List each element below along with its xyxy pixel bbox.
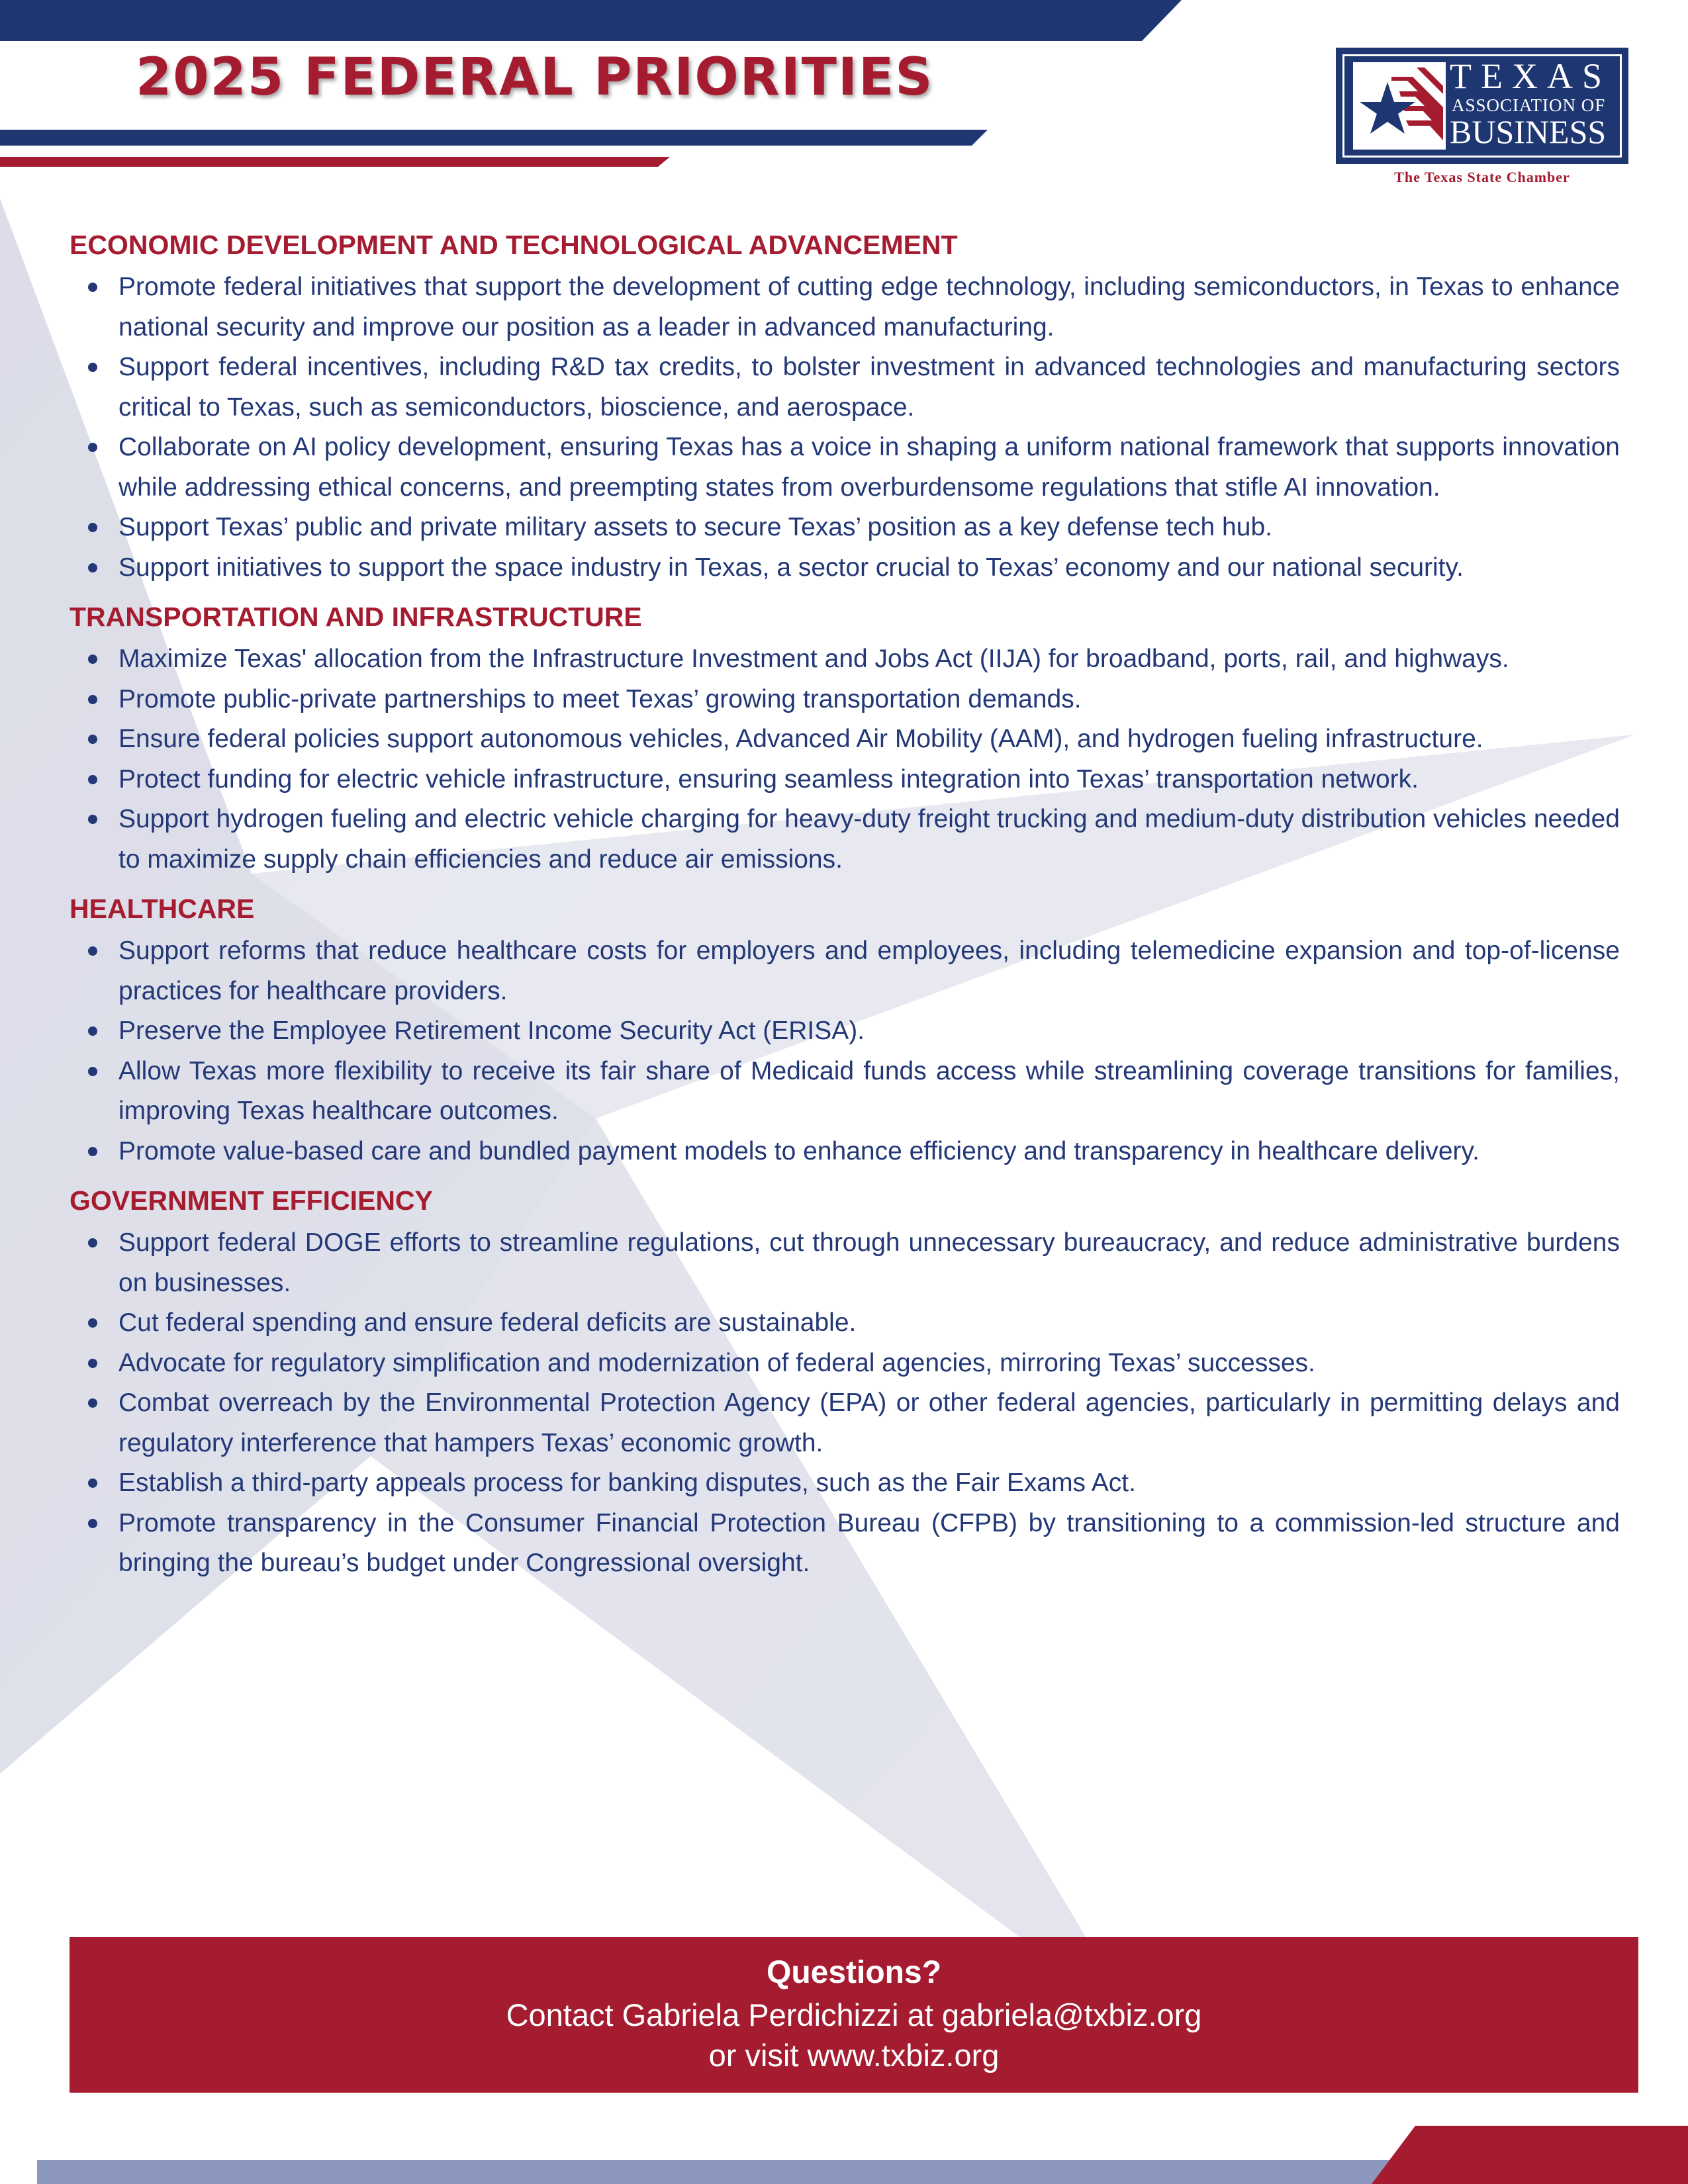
list-item: Establish a third-party appeals process for banking disputes, such as the Fair Exams Act. <box>70 1463 1620 1504</box>
page-title: 2025 FEDERAL PRIORITIES <box>136 48 934 107</box>
section-transportation <box>70 597 1620 880</box>
list-item: Protect funding for electric vehicle infrastructure, ensuring seamless integration into Texas’ transportation network. <box>70 760 1620 800</box>
star-flag-icon <box>1353 62 1446 150</box>
list-item: Support Texas’ public and private military assets to secure Texas’ position as a key defense tech hub. <box>70 508 1620 548</box>
bullet-icon <box>88 523 97 532</box>
logo-text-association: ASSOCIATION OF <box>1452 95 1606 115</box>
section-healthcare <box>70 889 1620 1171</box>
list-item: Promote transparency in the Consumer Financial Protection Bureau (CFPB) by transitioning to a commission-led structure and bringing the bureau’s budget under Congressional oversight. <box>70 1504 1620 1584</box>
priorities-content <box>70 225 1620 1593</box>
bullet-icon <box>88 815 97 824</box>
list-item: Maximize Texas' allocation from the Infrastructure Investment and Jobs Act (IIJA) for broadband, ports, rail, and highways. <box>70 639 1620 680</box>
list-item: Promote federal initiatives that support the development of cutting edge technology, including semiconductors, in Texas to enhance national security and improve our position as a leader in advanced manufacturing. <box>70 267 1620 347</box>
stripe-navy <box>0 130 988 146</box>
bullet-icon <box>88 1359 97 1368</box>
bullet-icon <box>88 655 97 664</box>
footer-question: Questions? <box>766 1955 942 1990</box>
section-government-efficiency <box>70 1181 1620 1584</box>
bullet-icon <box>88 1147 97 1156</box>
bullet-icon <box>88 443 97 452</box>
bullet-icon <box>88 1318 97 1328</box>
bullet-icon <box>88 775 97 784</box>
section-heading: ECONOMIC DEVELOPMENT AND TECHNOLOGICAL ADVANCEMENT <box>70 230 958 260</box>
bullet-list <box>70 267 1620 588</box>
footer-contact: Contact Gabriela Perdichizzi at gabriela@txbiz.org <box>506 1997 1202 2032</box>
list-item: Promote value-based care and bundled payment models to enhance efficiency and transparency in healthcare delivery. <box>70 1132 1620 1172</box>
section-heading: GOVERNMENT EFFICIENCY <box>70 1185 433 1216</box>
footer-website: or visit www.txbiz.org <box>708 2038 1000 2073</box>
list-item: Combat overreach by the Environmental Protection Agency (EPA) or other federal agencies, particularly in permitting delays and regulatory interference that hampers Texas’ economic growth. <box>70 1383 1620 1463</box>
bullet-icon <box>88 1519 97 1528</box>
logo-text-business: BUSINESS <box>1450 113 1607 150</box>
section-heading: HEALTHCARE <box>70 893 255 924</box>
list-item: Collaborate on AI policy development, ensuring Texas has a voice in shaping a uniform national framework that supports innovation while addressing ethical concerns, and preempting states from overburdensome regulations that stifle AI innovation. <box>70 428 1620 508</box>
list-item: Support initiatives to support the space industry in Texas, a sector crucial to Texas’ economy and our national security. <box>70 548 1620 588</box>
list-item: Support federal DOGE efforts to streamline regulations, cut through unnecessary bureaucracy, and reduce administrative burdens on businesses. <box>70 1223 1620 1303</box>
bullet-icon <box>88 363 97 372</box>
bullet-icon <box>88 283 97 292</box>
bullet-list <box>70 931 1620 1171</box>
organization-logo <box>1336 48 1628 164</box>
bullet-icon <box>88 1238 97 1248</box>
logo-tagline: The Texas State Chamber <box>1394 169 1570 185</box>
contact-footer <box>70 1937 1638 2093</box>
bullet-icon <box>88 1479 97 1488</box>
bullet-list <box>70 1223 1620 1584</box>
top-navy-band <box>0 0 1182 41</box>
stripe-red <box>0 157 670 167</box>
bullet-list <box>70 639 1620 880</box>
list-item: Promote public-private partnerships to meet Texas’ growing transportation demands. <box>70 680 1620 720</box>
list-item: Support hydrogen fueling and electric vehicle charging for heavy-duty freight trucking and medium-duty distribution vehicles needed to maximize supply chain efficiencies and reduce air emissions. <box>70 799 1620 880</box>
bullet-icon <box>88 1067 97 1076</box>
bullet-icon <box>88 563 97 572</box>
bullet-icon <box>88 946 97 956</box>
bullet-icon <box>88 695 97 704</box>
section-heading: TRANSPORTATION AND INFRASTRUCTURE <box>70 602 642 632</box>
section-economic-development <box>70 225 1620 588</box>
list-item: Support reforms that reduce healthcare costs for employers and employees, including telemedicine expansion and top-of-license practices for healthcare providers. <box>70 931 1620 1011</box>
list-item: Preserve the Employee Retirement Income Security Act (ERISA). <box>70 1011 1620 1052</box>
list-item: Support federal incentives, including R&D tax credits, to bolster investment in advanced technologies and manufacturing sectors critical to Texas, such as semiconductors, bioscience, and aerospace. <box>70 347 1620 428</box>
logo-text-texas: TEXAS <box>1450 56 1611 96</box>
list-item: Cut federal spending and ensure federal deficits are sustainable. <box>70 1303 1620 1343</box>
bullet-icon <box>88 735 97 744</box>
bullet-icon <box>88 1026 97 1036</box>
list-item: Advocate for regulatory simplification and modernization of federal agencies, mirroring Texas’ successes. <box>70 1343 1620 1384</box>
bullet-icon <box>88 1398 97 1408</box>
bottom-red-corner <box>1372 2126 1688 2184</box>
list-item: Allow Texas more flexibility to receive its fair share of Medicaid funds access while streamlining coverage transitions for families, improving Texas healthcare outcomes. <box>70 1052 1620 1132</box>
list-item: Ensure federal policies support autonomous vehicles, Advanced Air Mobility (AAM), and hydrogen fueling infrastructure. <box>70 719 1620 760</box>
